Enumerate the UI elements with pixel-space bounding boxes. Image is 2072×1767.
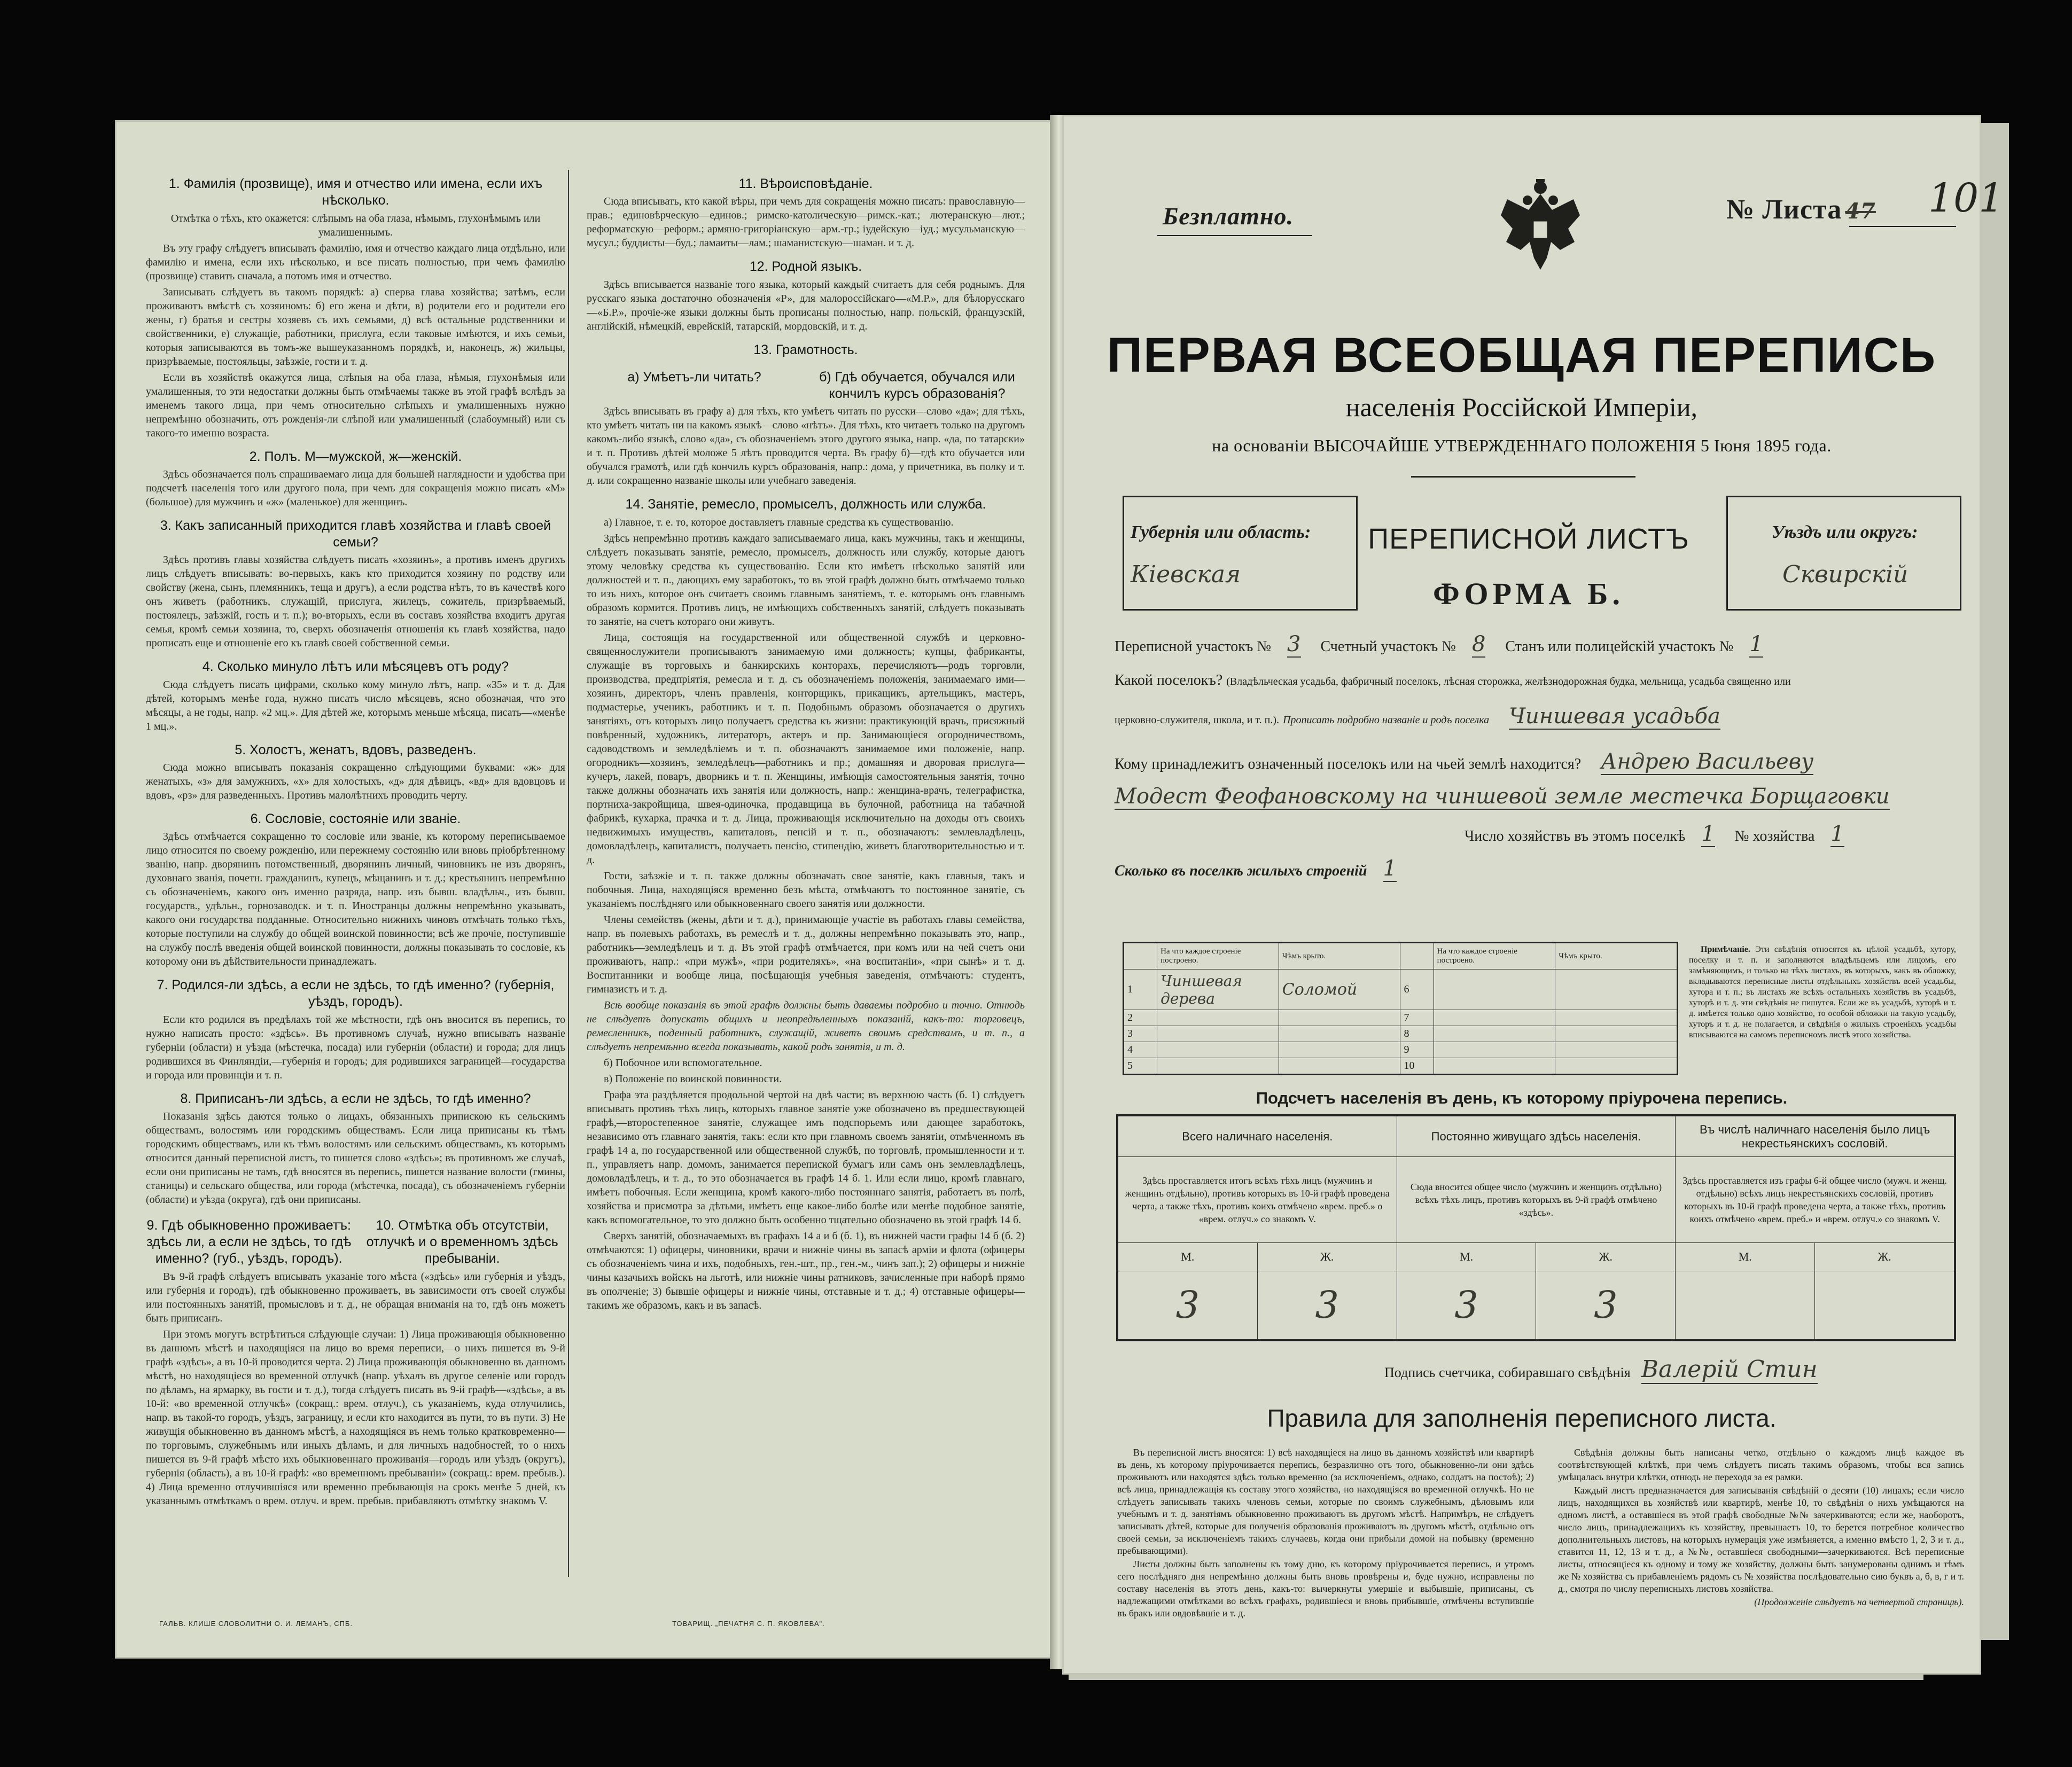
section-text: Здѣсь вписывается названіе того языка, который каждый считаетъ для себя роднымъ. Для русскаго языка достаточно обозначенія «Р», для малороссійскаго—«М.Р.», для бѣлорусскаго—«Б.Р.», прочіе-же языки должны быть прописаны полностью, напр. польскій, французскій, англійскій, нѣмецкій, еврейскій, татарскій, мордовскій, и т. д. [587,278,1025,332]
buildings-table [1123,942,1678,1075]
male-header: М. [1118,1243,1258,1271]
section-text: Отмѣтка о тѣхъ, кто окажется: слѣпымъ на оба глаза, нѣмымъ, глухонѣмымъ или умалишеннымъ. [170,212,541,238]
under-sheet-edge [1977,123,2009,1640]
section-title: 8. Приписанъ-ли здѣсь, а если не здѣсь, то гдѣ именно? [180,1091,531,1106]
count-desc-total: Здѣсь проставляется итогъ всѣхъ тѣхъ лицъ (мужчинъ и женщинъ отдѣльно), противъ которыхъ въ 10-й графѣ проведена черта, а также тѣхъ, противъ коихъ отмѣчено «врем. преб.» о «врем. отлуч.» со знакомъ V. [1118,1157,1397,1243]
settlement-label: Какой поселокъ? [1115,672,1223,689]
right-page [1062,115,2004,1675]
count-desc-non-peasant: Здѣсь проставляется изъ графы 6-й общее число (мужч. и женщ. отдѣльно) всѣхъ лицъ некрестьянскихъ сословій, противъ которыхъ въ 10-й графѣ проведена черта, а также тѣхъ, противъ коихъ отмѣчено «врем. преб.» и «врем. отлуч.» со знакомъ V. [1676,1157,1954,1243]
section-title: 1. Фамилія (прозвище), имя и отчество или имена, если ихъ нѣсколько. [168,176,543,208]
section-q7 [146,977,565,1082]
owner-value: Андрею Васильеву [1601,749,1814,774]
section-text: Въ эту графу слѣдуетъ вписывать фамилію, имя и отчество каждаго лица отдѣльно, или фамилію и имена, если ихъ нѣсколько, и все писать полностью, при чемъ фамилію (прозвище) ставить сначала, а потомъ имя и отчество. [146,242,565,282]
q13-subheaders [587,361,1025,405]
rules-text: Листы должны быть заполнены къ тому дню, къ которому пріурочивается перепись, и утромъ сего послѣдняго дня непремѣнно должны быть вновь провѣрены и, буде нужно, исправлены по составу населенія въ этотъ день, какъ-то: вычеркнуты умершіе и выбывшіе, приписаны, съ надлежащими отмѣтками во всѣхъ графахъ, родившіеся и вновь прибывшіе, отмѣчены вступившіе въ бракъ или овдовѣвшіе и т. д. [1117,1559,1534,1619]
buildings-header-built: На что каждое строеніе построено. [1157,943,1279,969]
section-title: 2. Полъ. М—мужской, ж—женскій. [249,449,462,464]
male-header: М. [1397,1243,1536,1271]
district-value: Сквирскій [1782,561,1909,588]
free-underline [1157,235,1312,236]
owner-row-2 [1115,784,1906,810]
table-row [1124,969,1677,1010]
document-subtitle: населенія Россійской Имперіи, [1345,392,1698,422]
police-precinct-value: 1 [1749,632,1763,656]
owner-row [1115,749,1829,775]
sheet-number [1726,194,1876,225]
section-text: Всѣ вообще показанія въ этой графѣ должны быть даваемы подробно и точно. Отнюдь не слѣдуетъ допускать общихъ и неопредѣленныхъ показаній, какъ-то: торговецъ, ремесленникъ, поденный работникъ, служащій, живетъ своимъ средствамъ, и т. п., а слѣдуетъ непремѣнно всегда показывать, какой родъ занятія, и т. д. [587,999,1025,1053]
buildings-note [1689,944,1956,1075]
section-q12 [587,259,1025,333]
count-value: 3 [1118,1271,1258,1339]
households-label: Число хозяйствъ въ этомъ поселкѣ [1465,828,1686,845]
section-title: 11. Вѣроисповѣданіе. [738,176,873,191]
document-title: ПЕРВАЯ ВСЕОБЩАЯ ПЕРЕПИСЬ [1107,328,1937,382]
section-text: Сюда можно вписывать показанія сокращенно слѣдующими буквами: «ж» для женатыхъ, «з» для замужнихъ, «х» для холостыхъ, «д» для дѣвицъ, «вд» для вдовцовъ и вдовъ, «рз» для разведенныхъ. Противъ малолѣтнихъ проводить черту. [146,761,565,801]
count-precinct-value: 8 [1471,632,1486,656]
form-subtitle: ФОРМА Б. [1433,576,1624,611]
population-count-title: Подсчетъ населенія въ день, къ которому пріурочена перепись. [1256,1089,1788,1107]
settlement-hint: (Владѣльческая усадьба, фабричный поселокъ, лѣсная сторожка, желѣзнодорожная будка, мельница, усадьба священно или [1226,676,1791,687]
settlement-hint-3: Прописать подробно названіе и родъ поселка [1283,714,1490,726]
title-divider [1411,476,1635,478]
province-label: Губернія или область: [1131,522,1311,542]
section-title: 12. Родной языкъ. [749,259,862,275]
district-label: Уѣздъ или округъ: [1772,522,1918,542]
section-q2 [146,449,565,509]
section-text: Сюда слѣдуетъ писать цифрами, сколько кому минуло лѣтъ, напр. «35» и т. д. Для дѣтей, которымъ менѣе года, нужно писать число мѣсяцевъ, ясно обозначая, что это мѣсяцы, а не годы, напр. «2 мц.». Для дѣтей же, которымъ меньше мѣсяца, писать—«менѣе 1 мц.». [146,678,565,732]
section-text: Здѣсь противъ главы хозяйства слѣдуетъ писать «хозяинъ», а противъ именъ другихъ лицъ слѣдуетъ вписывать: во-первыхъ, какъ кто приходится хозяину по родству или свойству (жена, сынъ, племянникъ, теща и другъ), а если родства нѣтъ, то въ качествѣ кого онъ живетъ (работникъ, служащій, прислуга, жилецъ, сожитель, призрѣваемый, постоялецъ, заѣзжій, гость и т. п.); во-вторыхъ, если въ составъ хозяйства входитъ другая семья, кромѣ семьи хозяина, то, сверхъ обозначенія отношенія къ главѣ хозяйства, надо прописать еще и отношеніе его къ главѣ своей собственной семьи. [146,554,565,650]
section-text: Гости, заѣзжіе и т. п. также должны обозначать свое занятіе, какъ главныя, такъ и побочныя. Лица, находящіяся временно безъ мѣста, отмѣчаютъ то постоянное занятіе, съ указаніемъ послѣдняго или обыкновеннаго своего занятія или должности. [587,870,1025,910]
count-value: 3 [1397,1271,1536,1339]
section-text: Здѣсь отмѣчается сокращенно то сословіе или званіе, къ которому переписываемое лицо относится по своему рожденію, или пережнему состоянію или вновь пріобрѣтенному званію, напр. дворянинъ потомственный, дворянинъ личный, чиновникъ не изъ дворянъ, духовнаго званія, почетн. гражданинъ, купецъ, мѣщанинъ и т. д.; крестьянинъ непремѣнно съ обозначеніемъ, какого онъ именно разряда, напр. изъ бывш. владѣльч., изъ бывш. государств., удѣльн., горнозаводск. и т. п. Иностранцы должны непремѣнно указывать, какого они государства подданные. Относительно нижнихъ чиновъ отмѣчать только тѣхъ, которые поступили на службу до общей воинской повинности; всѣ же прочіе, поступившіе на службу послѣ введенія общей воинской повинности, должны показывать то сословіе, къ которому они въ дѣйствительности принадлежатъ. [146,831,565,967]
settlement-row-2 [1115,704,1736,730]
column-divider [568,170,569,1577]
table-row [1124,1058,1677,1074]
section-title-q9: 9. Гдѣ обыкновенно проживаетъ: здѣсь ли, а если не здѣсь, то гдѣ именно? (губ., уѣздъ, городъ). [146,1217,352,1266]
count-value [1676,1271,1815,1339]
printer-imprint-right: ТОВАРИЩ. „ПЕЧАТНЯ С. П. ЯКОВЛЕВА". [672,1620,825,1628]
document-basis: на основаніи ВЫСОЧАЙШЕ УТВЕРЖДЕННАГО ПОЛОЖЕНІЯ 5 Іюня 1895 года. [1212,436,1832,455]
sheet-number-label: № Листа [1726,194,1842,225]
section-q13 [587,342,1025,488]
form-title: ПЕРЕПИСНОЙ ЛИСТЪ [1368,523,1689,555]
signature-label: Подпись счетчика, собиравшаго свѣдѣнія [1384,1365,1631,1380]
rules-text: Въ переписной листъ вносятся: 1) всѣ находящіеся на лицо въ данномъ хозяйствѣ или квартирѣ въ день, къ которому пріурочивается перепись, безразлично отъ того, обыкновенно-ли они здѣсь проживаютъ или находятся здѣсь только временно (за исключеніемъ, однако, солдатъ на постоѣ); 2) всѣ лица, принадлежащія къ составу этого хозяйства, но находящіяся во временной отлучкѣ. Но не слѣдуетъ записывать такихъ членовъ семьи, которые по своимъ служебнымъ, дѣловымъ или учебнымъ и т. д. занятіямъ обыкновенно проживаютъ въ другомъ мѣстѣ. Напримѣръ, не слѣдуетъ записывать дѣтей, которые для полученія образованія проживаютъ въ другомъ мѣстѣ, отдѣльно отъ своей семьи, за исключеніемъ такихъ случаевъ, когда они прибыли домой на побывку (временно пребывающими). [1117,1447,1534,1556]
section-q11 [587,176,1025,250]
section-text: Графа эта раздѣляется продольной чертой на двѣ части; въ верхнюю часть (б. 1) слѣдуетъ вписывать противъ тѣхъ лицъ, которыхъ главное занятіе уже обозначено въ предшествующей графѣ,—второстепенное занятіе, служащее имъ подспорьемъ или дающее заработокъ, независимо отъ главнаго занятія, такъ: если кто при главномъ своемъ занятіи, отмѣченномъ въ графѣ 14 а, по государственной или общественной службѣ, по торговлѣ, промышленности и т. п., управляетъ напр. домомъ, занимается перепиской бумагъ или самъ онъ землевладѣлецъ, домовладѣлецъ, и т. д., то это обозначается въ графѣ 14 б. 1. Или если лицо, кромѣ главнаго, имѣетъ побочныя. Если женщина, кромѣ какого-либо постояннаго занятія, работаетъ въ полѣ, хозяйства и присмотра за дѣтьми, имѣетъ еще какое-либо болѣе или менѣе подобное занятіе, какъ вспомогательное, то это должно быть особенно тщательно обозначено въ этой графѣ 14 б. [587,1089,1025,1226]
printer-imprint-left: ГАЛЬВ. КЛИШЕ СЛОВОЛИТНИ О. И. ЛЕМАНЪ, СПБ. [159,1620,353,1628]
section-q6 [146,811,565,968]
section-text: Въ 9-й графѣ слѣдуетъ вписывать указаніе того мѣста («здѣсь» или губернія и уѣздъ, или губернія и городъ), гдѣ обыкновенно проживаетъ, въ зависимости отъ своей службы или постоянныхъ занятій, промысловъ и т. д., не обращая вниманія на то, гдѣ онъ можетъ быть приписанъ. [146,1270,565,1324]
section-text: Записывать слѣдуетъ въ такомъ порядкѣ: а) сперва глава хозяйства; затѣмъ, если проживаютъ вмѣстѣ съ хозяиномъ: б) его жена и дѣти, в) родители его и родители его жены, г) братья и сестры хозяевъ съ ихъ семьями, д) всѣ остальные родственники и свойственники, е) служащіе, работники, прислуга, если таковые имѣются, и ихъ семьи, которыя записываются въ томъ-же вышеуказанномъ порядкѣ, и, наконецъ, ж) жильцы, призрѣваемые, постояльцы, заѣзжіе, гости и т. д. [146,286,565,368]
count-precinct-label: Счетный участокъ № [1320,638,1456,655]
section-q5 [146,742,565,802]
count-header-non-peasant: Въ числѣ наличнаго населенія было лицъ некрестьянскихъ сословій. [1676,1116,1954,1157]
census-precinct-value: 3 [1287,632,1301,656]
province-box [1123,496,1358,611]
row-number: 4 [1124,1042,1157,1058]
section-title: 4. Сколько минуло лѣтъ или мѣсяцевъ отъ роду? [202,659,509,675]
population-count-table [1116,1114,1956,1341]
section-q14 [587,496,1025,1312]
female-header: Ж. [1815,1243,1954,1271]
rules-left-column [1117,1447,1534,1639]
section-q8 [146,1091,565,1207]
row-number: 3 [1124,1026,1157,1042]
count-value: 3 [1257,1271,1397,1339]
section-q1 [146,176,565,440]
row-number: 9 [1400,1042,1434,1058]
note-text: Эти свѣдѣнія относятся къ цѣлой усадьбѣ, хутору, поселку и т. п. и заполняются владѣльцемъ или лицомъ, его замѣняющимъ, и только на тѣхъ листахъ, въ которыхъ, какъ въ обложку, вкладываются переписные листы отдѣльныхъ хозяйствъ всей усадьбы, хутора и т. п.; въ листахъ же всѣхъ остальныхъ хозяйствъ въ усадьбѣ, хуторѣ и т. д. эти свѣдѣнія не пишутся. Если же въ усадьбѣ, хуторѣ и т. д. имѣется только одно хозяйство, то особой обложки на такую усадьбу, хуторъ и т. д. не полагается, и свѣдѣнія о жилыхъ строеніяхъ усадьбы вписываются на самомъ переписномъ листѣ этого хозяйства. [1689,945,1956,1039]
enumerator-signature-row [1384,1356,1818,1384]
household-no-label: № хозяйства [1734,828,1815,845]
rules-text: Свѣдѣнія должны быть написаны четко, отдѣльно о каждомъ лицѣ каждое въ соотвѣтствующей клѣткѣ, при чемъ слѣдуетъ писать такимъ образомъ, чтобы вся запись умѣщалась внутри клѣтки, отнюдь не переходя за ея рамки. [1558,1447,1964,1482]
q13b-title: б) Гдѣ обучается, обучался или кончилъ курсъ образованія? [819,369,1015,401]
left-page [115,120,1053,1659]
section-text: Если въ хозяйствѣ окажутся лица, слѣпыя на оба глаза, нѣмыя, глухонѣмыя или умалишенныя, то эти недостатки должны быть отмѣчаемы также въ этой графѣ вслѣдъ за именемъ такого лица, при чемъ относительно слѣпыхъ и умалишенныхъ нужно непремѣнно обозначить, отъ рожденія-ли слѣпой или умалишенный (слабоумный) или съ такого-то именно возраста. [146,371,565,439]
row-number: 2 [1124,1010,1157,1026]
rules-right-column [1558,1447,1964,1639]
section-text: Лица, состоящія на государственной или общественной службѣ и церковно-священнослужители прописываютъ занимаемую ими должность; купцы, фабриканты, служащіе въ торговыхъ и банкирскихъ конторахъ, перечисляютъ—родъ торговли, производства, предпріятія, ремесла и т. д. съ обозначеніемъ положенія, занимаемаго ими—хозяинъ, директоръ, членъ правленія, конторщикъ, прикащикъ, артельщикъ, мастеръ, подмастерье, ученикъ, работникъ и т. п. Подобнымъ образомъ обозначается о другихъ занятіяхъ, отъ которыхъ лицо получаетъ средства къ жизни: практикующій врачъ, присяжный повѣренный, художникъ, литераторъ, актеръ и пр. Занимающіеся огородничествомъ, садоводствомъ и земледѣліемъ и т. п. обозначаютъ занимаемое ими положеніе, напр. огородникъ—хозяинъ, земледѣлецъ—работникъ и пр.; домашняя и дворовая прислуга—кучеръ, лакей, поваръ, дворникъ и т. п. Женщины, имѣющія самостоятельныя занятія, точно также должны обозначать ихъ занятія или должность, напр.: женщина-врачъ, телеграфистка, портниха-закройщица, швея-одиночка, продавщица въ булочной, работница на табачной фабрикѣ, кухарка, прачка и т. д. Лица, проживающія исключительно на доходы отъ своихъ недвижимыхъ имуществъ, капиталовъ, пенсій и т. п., обозначаютъ: землевладѣлецъ, домовладѣлецъ, капиталистъ, получаетъ пенсію, стипендію, живетъ благотворительностью и т. д. [587,631,1025,866]
table-row [1124,1026,1677,1042]
free-label: Безплатно. [1163,202,1294,230]
section-title: 14. Занятіе, ремесло, промыселъ, должность или служба. [625,497,986,512]
count-header-total: Всего наличнаго населенія. [1118,1116,1397,1157]
section-text: Здѣсь вписывать въ графу а) для тѣхъ, кто умѣетъ читать по русски—слово «да»; для тѣхъ, кто умѣетъ читать ни на какомъ языкѣ—слово «нѣтъ». Для тѣхъ, кто читаетъ только на другомъ какомъ-либо языкѣ, слово «да», съ обозначеніемъ этого другого языка, напр. «да, по татарски» и т. п. Противъ дѣтей моложе 5 лѣтъ проводится черта. Въ графу б)—гдѣ кто обучается или обучался грамотѣ, или гдѣ кончилъ курсъ образованія, напр.: дома, у причетника, въ полку и т. д. или сокращенно названіе школы или учебнаго заведенія. [587,405,1025,487]
section-text: а) Главное, т. е. то, которое доставляетъ главные средства къ существованію. [604,516,954,528]
households-value: 1 [1701,822,1715,846]
imperial-eagle-icon [1497,178,1585,274]
owner-value-2: Модест Феофановскому на чиншевой земле местечка Борщаговки [1115,784,1890,809]
section-text: в) Положеніе по воинской повинности. [604,1073,782,1085]
section-text: Члены семействъ (жены, дѣти и т. д.), принимающіе участіе въ работахъ главы семейства, напр. въ полевыхъ работахъ, въ ремеслѣ и т. д., должны непремѣнно показывать это, напр., работникъ—земледѣлецъ и т. д. Въ этой графѣ отмѣчается, при комъ или на чей счетъ они проживаютъ, напр.: «при мужѣ», «при родителяхъ», «на воспитаніи», «при сынѣ» и т. д. Воспитанники и вообще лица, посѣщающія учебныя заведенія, отмѣчаютъ: студентъ, гимназистъ и т. д. [587,913,1025,995]
owner-label: Кому принадлежитъ означенный поселокъ или на чьей землѣ находится? [1115,756,1582,772]
count-value: 3 [1536,1271,1676,1339]
section-text: Сюда вписывать, кто какой вѣры, при чемъ для сокращенія можно писать: православную—прав.; единовѣрческую—единов.; римско-католическую—римск.-кат.; лютеранскую—лют.; реформатскую—реформ.; армяно-григоріанскую—арм.-гр.; іудейскую—іуд.; мусульманскую—мусул.; буддисты—буд.; ламаиты—лам.; шаманистскую—шаман. и т. д. [587,196,1025,249]
q13a-title: а) Умѣетъ-ли читать? [627,369,761,385]
section-text: Здѣсь обозначается полъ спрашиваемаго лица для большей наглядности и удобства при подсчетѣ населенія того или другого пола, при чемъ для сокращенія можно писать «М» (большое) для мужчинъ и «ж» (маленькое) для женщинъ. [146,468,565,508]
buildings-header-roof: Чѣмъ крыто. [1279,943,1400,969]
section-q9-q10 [146,1270,565,1508]
households-row [1465,822,1860,847]
police-precinct-label: Станъ или полицейскій участокъ № [1505,638,1734,655]
buildings-header-roof: Чѣмъ крыто. [1555,943,1677,969]
settlement-hint-2: церковно-служителя, школа, и т. п.). [1115,714,1279,726]
sheet-number-underline [1849,226,1956,227]
left-column [146,167,565,1582]
building-roof: Соломой [1279,969,1400,1010]
rules-title: Правила для заполненія переписного листа. [1267,1404,1777,1432]
row-number: 1 [1124,969,1157,1010]
building-type: Чиншевая дерева [1157,969,1279,1010]
buildings-header-built: На что каждое строеніе построено. [1434,943,1555,969]
section-title: 6. Сословіе, состояніе или званіе. [250,811,461,826]
table-row [1124,1010,1677,1026]
section-text: Здѣсь непремѣнно противъ каждаго записываемаго лица, какъ мужчины, такъ и женщины, слѣдуетъ показывать занятіе, ремесло, промыселъ, должность или службу, которые даютъ этому человѣку средства къ существованію. Если кто имѣетъ нѣсколько занятій или должностей и т. п., дающихъ ему заработокъ, то въ этой графѣ должно быть отмѣчаемо только то изъ нихъ, которое онъ считаетъ своимъ главнымъ занятіемъ, т. е. которымъ онъ главнымъ образомъ кормится. Противъ лицъ, не имѣющихъ собственныхъ занятій, слѣдуетъ показывать то занятіе, на счетъ котораго они живутъ. [587,532,1025,628]
district-box [1726,496,1961,611]
section-text: При этомъ могутъ встрѣтиться слѣдующіе случаи: 1) Лица проживающія обыкновенно въ данномъ мѣстѣ и находящіяся на лицо во время переписи,—о нихъ пишется въ 9-й графѣ «здѣсь», а въ 10-й проводится черта. 2) Лица проживающія обыкновенно въ данномъ мѣстѣ, но находящіеся во временной отлучкѣ (напр. уѣхалъ въ другое селеніе или городъ по дѣламъ, на ярмарку, въ гости и т. д.), тогда слѣдуетъ писать въ 9-й графѣ—«здѣсь», а въ 10-й: «во временной отлучкѣ» (сокращ.: врем. отлуч.), съ указаніемъ, куда отлучились, напр. въ такой-то городъ, уѣздъ, заграницу, и если кто находится въ пути, то въ пути. 3) Не живущія обыкновенно въ данномъ мѣстѣ, а находящіяся въ немъ только кратковременно—по торговымъ, служебнымъ или иныхъ дѣламъ, и для личныхъ надобностей, то о нихъ пишется въ 9-й графѣ мѣсто ихъ обыкновеннаго проживанія—городъ или уѣздъ (округъ), губернія (область), а въ 10-й графѣ: «во временномъ пребываніи» (сокращ.: врем. пребыв.). 4) Лица временно отлучившіяся или временно пребывающія на срокъ менѣе 5 дней, къ указаннымъ отмѣткамъ о врем. отлуч. и врем. пребыв. прибавляютъ отмѣтку знакомъ V. [146,1328,565,1507]
count-header-permanent: Постоянно живущаго здѣсь населенія. [1397,1116,1676,1157]
section-q4 [146,659,565,733]
section-title: 3. Какъ записанный приходится главѣ хозяйства и главѣ своей семьи? [160,518,551,550]
female-header: Ж. [1257,1243,1397,1271]
female-header: Ж. [1536,1243,1676,1271]
row-number: 5 [1124,1058,1157,1074]
section-title: 13. Грамотность. [753,342,858,357]
buildings-row [1115,856,1413,882]
note-title: Примѣчаніе. [1701,945,1750,954]
buildings-value: 1 [1383,856,1397,881]
precinct-row [1115,632,1779,658]
section-text: Показанія здѣсь даются только о лицахъ, обязанныхъ припискою къ сельскимъ обществамъ, волостямъ или городскимъ обществамъ. Если лица приписаны къ тѣмъ городскимъ обществамъ, или къ тѣмъ волостямъ или сельскимъ обществамъ, къ которымъ относится данный переписной листъ, то пишется слово «здѣсь»; въ противномъ же случаѣ, если они приписаны не тамъ, гдѣ вносятся въ перепись, пишется название волости (гмины, станицы) и сельскаго общества, или города (мѣстечка, посада), съ обозначеніемъ губерніи (области) и уѣзда (округа), гдѣ они приписаны. [146,1110,565,1206]
section-title-q10: 10. Отмѣтка объ отсутствіи, отлучкѣ и о временномъ здѣсь пребываніи. [366,1217,558,1266]
signature-value: Валерій Стин [1641,1356,1818,1383]
right-column [587,167,1025,1582]
row-number: 6 [1400,969,1434,1010]
census-precinct-label: Переписной участокъ № [1115,638,1272,655]
section-text: Сверхъ занятій, обозначаемыхъ въ графахъ 14 а и б (б. 1), въ нижней части графы 14 б (б. 2) отмѣчаются: 1) офицеры, чиновники, врачи и нижніе чины въ запасѣ арміи и флота (офицеры съ обозначеніемъ чина и ихъ, подобныхъ, ген.-шт., пр., ген.-м., чинъ зап.); 2) офицеры и нижніе чины казачьихъ войскъ на льготѣ, или нижніе чины ратниковъ, зачисленные при наборѣ прямо въ ополченіе; 3) бывшіе офицеры и нижніе чины, отставные и т. д.; 4) отставные офицеры—такимъ же образомъ, какъ и въ запасѣ. [587,1230,1025,1311]
section-title: 5. Холостъ, женатъ, вдовъ, разведенъ. [235,742,477,757]
rules-continuation: (Продолженіе слѣдуетъ на четвертой страницѣ). [1754,1597,1964,1607]
corner-handwritten-number: 101 [1928,175,2004,221]
male-header: М. [1676,1243,1815,1271]
rules-text: Каждый листъ предназначается для записыванія свѣдѣній о десяти (10) лицахъ; если число лицъ, находящихся въ хозяйствѣ или квартирѣ, менѣе 10, то свѣдѣнія о нихъ умѣщаются на одномъ листѣ, а оставшіеся въ этой графѣ свободные №№ зачеркиваются; если же, наоборотъ, число лицъ, принадлежащихъ къ хозяйству, превышаетъ 10, то берется потребное количество дополнительныхъ листовъ, на которыхъ нумерація уже измѣняется, а именно вмѣсто 1, 2, 3 и т. д., ставится 11, 12, 13 и т. д., а №№, оставшіеся свободными—зачеркиваются. Всѣ переписные листы, относящіеся къ одному и тому же хозяйству, должны быть занумерованы однимъ и тѣмъ же № хозяйства съ прибавленіемъ рядомъ съ № хозяйства послѣдовательно сию буквъ а, б, в, г и т. д., смотря по числу переписныхъ листовъ хозяйства. [1558,1485,1964,1594]
count-value [1815,1271,1954,1339]
section-text: Если кто родился въ предѣлахъ той же мѣстности, гдѣ онъ вносится въ перепись, то нужно написать просто: «здѣсь». Въ противномъ случаѣ, нужно вписывать названіе губерніи (области) и уѣзда (мѣстечка, посада) или губерніи (области) и города; для лицъ родившихся въ Финляндіи,—губернія и городъ; для родившихся заграницей—государства и города или провинціи и т. п. [146,1013,565,1081]
settlement-row [1115,672,1791,689]
row-number: 8 [1400,1026,1434,1042]
table-row [1124,1042,1677,1058]
count-desc-permanent: Сюда вносится общее число (мужчинъ и женщинъ отдѣльно) всѣхъ тѣхъ лицъ, противъ которыхъ въ 9-й графѣ отмѣчено «здѣсь». [1397,1157,1676,1243]
row-number: 10 [1400,1058,1434,1074]
buildings-label: Сколько въ поселкѣ жилыхъ строеній [1115,863,1367,879]
section-text: б) Побочное или вспомогательное. [604,1057,762,1069]
section-q9-q10-headers [146,1209,565,1270]
settlement-value: Чиншевая усадьба [1509,704,1720,729]
section-title: 7. Родился-ли здѣсь, а если не здѣсь, то гдѣ именно? (губернія, уѣздъ, городъ). [157,978,555,1010]
province-value: Кіевская [1131,561,1241,588]
row-number: 7 [1400,1010,1434,1026]
sheet-number-value: 47 [1845,199,1876,224]
household-no-value: 1 [1830,822,1844,846]
section-q3 [146,518,565,651]
